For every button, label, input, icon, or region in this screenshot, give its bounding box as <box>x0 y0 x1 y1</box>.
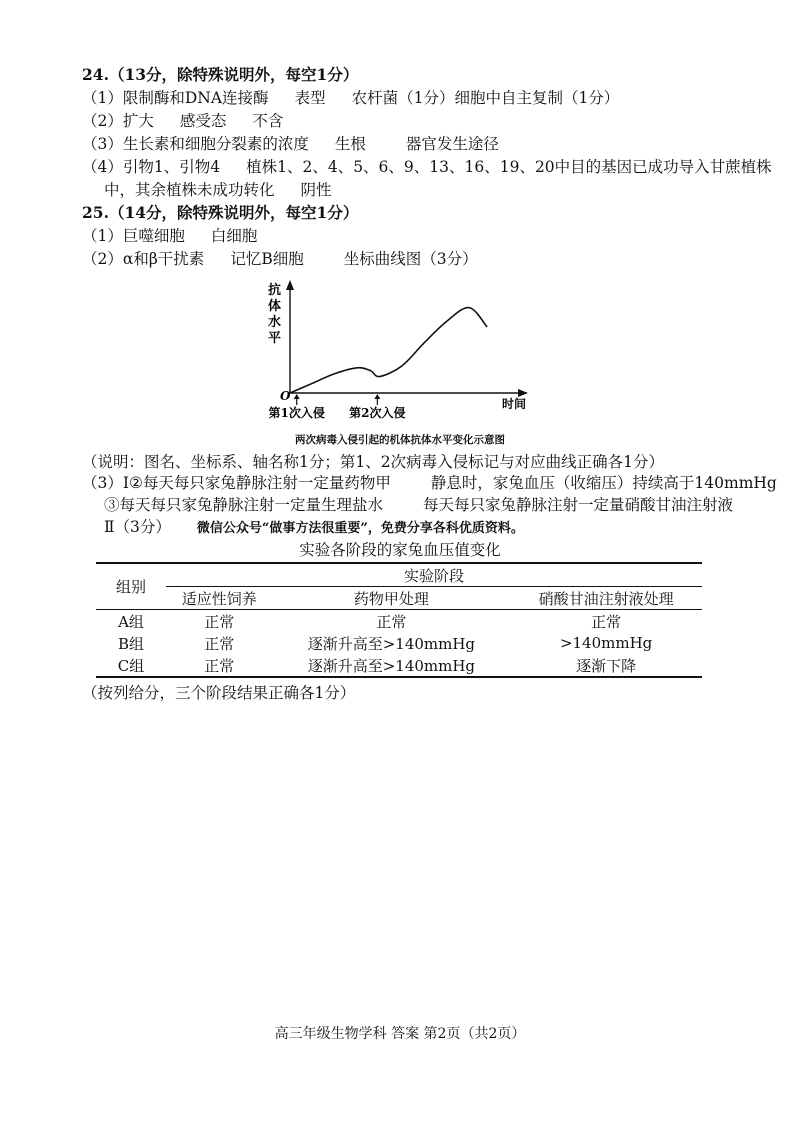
x-axis-label: 时间 <box>502 397 527 411</box>
q25-grading-note: （说明：图名、坐标系、轴名称1分；第1、2次病毒入侵标记与对应曲线正确各1分） <box>82 453 664 471</box>
table-cell: 正常 <box>204 612 235 631</box>
row-group: C组 <box>117 656 145 675</box>
invasion-marker-arrowhead <box>374 394 380 399</box>
watermark-note: 微信公众号“做事方法很重要”，免费分享各科优质资料。 <box>196 521 524 536</box>
q24-part3: （3）生长素和细胞分裂素的浓度 生根 器官发生途径 <box>82 135 499 153</box>
blood-pressure-table <box>96 562 702 678</box>
invasion-marker-label: 第2次入侵 <box>349 406 406 420</box>
y-axis-label <box>268 282 281 346</box>
group-header: 组别 <box>96 563 166 610</box>
chart-caption: 两次病毒入侵引起的机体抗体水平变化示意图 <box>295 434 505 446</box>
table-cell: 正常 <box>204 656 235 675</box>
page-footer: 高三年级生物学科 答案 第2页（共2页） <box>274 1026 526 1042</box>
q25-part1: （1）巨噬细胞 白细胞 <box>82 227 258 245</box>
q24-part1: （1）限制酶和DNA连接酶 表型 农杆菌（1分）细胞中自主复制（1分） <box>82 89 620 107</box>
table-cell: 正常 <box>204 634 235 653</box>
table-row <box>96 654 702 677</box>
table-cell: 正常 <box>376 612 407 631</box>
column-header: 硝酸甘油注射液处理 <box>538 589 674 608</box>
x-axis-arrow <box>518 389 528 397</box>
q25-part3-line2: ③每天每只家兔静脉注射一定量生理盐水 每天每只家兔静脉注射一定量硝酸甘油注射液 <box>104 496 734 514</box>
q25-part3-line3: Ⅱ（3分） 微信公众号“做事方法很重要”，免费分享各科优质资料。 <box>104 518 524 536</box>
table-cell: >140mmHg <box>559 634 653 652</box>
table-row <box>96 610 702 633</box>
q24-part4-cont: 中，其余植株未成功转化 阴性 <box>104 181 332 199</box>
table-cell: 逐渐下降 <box>576 656 637 675</box>
stage-header: 实验阶段 <box>166 563 702 587</box>
table-grading-note: （按列给分，三个阶段结果正确各1分） <box>82 684 356 702</box>
q25-part2: （2）α和β干扰素 记忆B细胞 坐标曲线图（3分） <box>82 250 478 268</box>
origin-label: O <box>280 389 291 403</box>
y-label-char: 体 <box>268 299 282 314</box>
q24-header: 24.（13分，除特殊说明外，每空1分） <box>82 65 359 84</box>
antibody-curve-line <box>290 308 487 393</box>
table-title: 实验各阶段的家兔血压值变化 <box>299 541 501 559</box>
row-group: B组 <box>117 634 145 653</box>
row-group: A组 <box>118 612 144 631</box>
q25-header: 25.（14分，除特殊说明外，每空1分） <box>82 203 359 222</box>
y-label-char: 水 <box>268 315 282 330</box>
q24-part2: （2）扩大 感受态 不含 <box>82 112 284 130</box>
invasion-marker-arrowhead <box>294 394 300 399</box>
table-cell: 逐渐升高至>140mmHg <box>307 656 476 675</box>
invasion-marker-label: 第1次入侵 <box>268 406 325 420</box>
y-label-char: 平 <box>268 331 282 346</box>
column-header: 药物甲处理 <box>353 589 429 608</box>
table-cell: 正常 <box>591 612 622 631</box>
q25-part3-line1: （3）Ⅰ②每天每只家兔静脉注射一定量药物甲 静息时，家兔血压（收缩压）持续高于140mmHg <box>82 474 777 492</box>
y-axis-arrow <box>286 280 294 290</box>
table-row <box>96 632 702 654</box>
table-cell: 逐渐升高至>140mmHg <box>307 634 476 653</box>
y-label-char: 抗 <box>268 283 282 298</box>
column-header: 适应性饲养 <box>181 589 257 608</box>
antibody-curve-chart <box>262 276 542 428</box>
q24-part4: （4）引物1、引物4 植株1、2、4、5、6、9、13、16、19、20中目的基因已成功导入甘蔗植株 <box>82 158 772 176</box>
